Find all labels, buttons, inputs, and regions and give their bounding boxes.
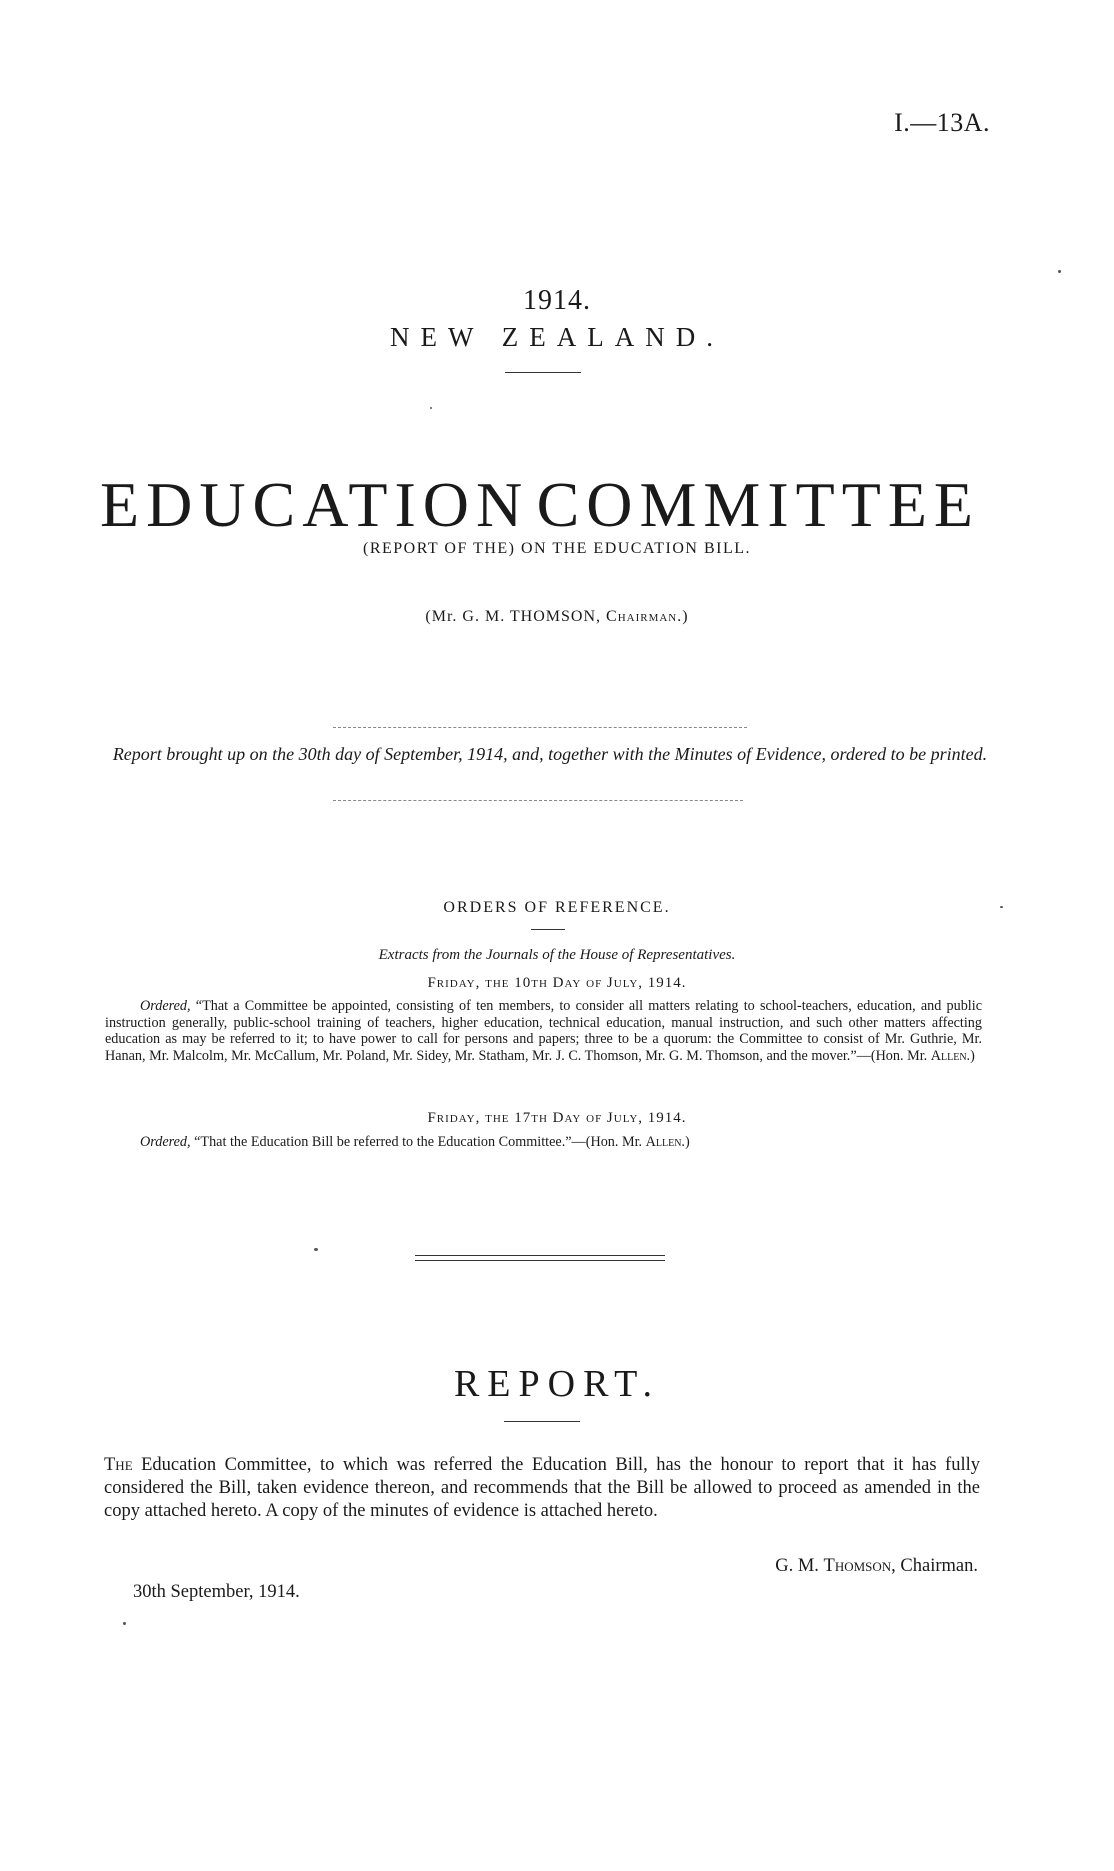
document-subtitle: (REPORT OF THE) ON THE EDUCATION BILL. <box>362 540 752 557</box>
chairman-role: Chairman <box>606 608 678 625</box>
order-2-text: “That the Education Bill be referred to the Education Committee.”—(Hon. Mr. <box>190 1134 646 1150</box>
scan-speck <box>1058 270 1061 273</box>
order-1-end: .) <box>966 1047 975 1064</box>
report-body-text: Education Committee, to which was referred the Education Bill, has the honour to report that it has fully considered the Bill, taken evidence thereon, and recommends that the Bill be allowed to proceed as amended in the copy attached hereto. A copy of the minutes of evidence is attached hereto. <box>104 1455 980 1521</box>
orders-rule <box>531 929 565 930</box>
order-1-mover: Allen <box>930 1047 967 1064</box>
chairman-suffix: .) <box>677 608 689 625</box>
report-rule <box>504 1421 580 1422</box>
upper-dotted-rule <box>333 727 747 728</box>
masthead-rule <box>505 372 581 373</box>
country-heading: NEW ZEALAND. <box>390 322 724 352</box>
signature-initials: G. M. <box>775 1556 824 1576</box>
section-divider-double-rule <box>415 1255 665 1261</box>
signature-line <box>775 1556 978 1577</box>
extracts-line: Extracts from the Journals of the House of Representatives. <box>378 947 736 963</box>
chairman-line <box>0 608 1114 626</box>
order-paragraph-2 <box>140 1134 990 1151</box>
chairman-prefix: (Mr. G. M. THOMSON, <box>425 608 607 625</box>
signature-role: , Chairman. <box>891 1556 978 1576</box>
scan-speck <box>1000 906 1003 908</box>
order-2-lead: Ordered, <box>140 1134 191 1150</box>
report-paragraph <box>104 1454 980 1523</box>
report-date: 30th September, 1914. <box>133 1582 300 1602</box>
order-date-1: Friday, the 10th Day of July, 1914. <box>427 975 687 991</box>
document-title <box>100 468 980 542</box>
report-heading: REPORT. <box>453 1363 661 1405</box>
title-word-education: EDUCATION <box>100 469 530 540</box>
year: 1914. <box>523 285 591 316</box>
scan-speck <box>430 407 432 409</box>
order-2-mover: Allen <box>645 1134 682 1150</box>
page-identifier: I.—13A. <box>894 108 990 137</box>
scan-speck <box>123 1622 126 1625</box>
order-1-text: “That a Committee be appointed, consisting of ten members, to consider all matters relating to school-teachers, education, and public instruction generally, public-school training of teachers, higher education, technical education, manual instruction, and such other matters affecting education as may be referred to it; to have power to call for persons and papers; three to be a quorum: the Committee to consist of Mr. Guthrie, Mr. Hanan, Mr. Malcolm, Mr. McCallum, Mr. Poland, Mr. Sidey, Mr. Statham, Mr. J. C. Thomson, Mr. G. M. Thomson, and the mover.”—(Hon. Mr. <box>105 998 982 1064</box>
lower-dotted-rule <box>333 800 743 801</box>
order-paragraph-1 <box>105 998 982 1064</box>
scan-speck <box>314 1248 318 1251</box>
title-word-committee: COMMITTEE <box>536 469 980 540</box>
order-2-end: .) <box>681 1134 690 1150</box>
orders-of-reference-heading: ORDERS OF REFERENCE. <box>443 899 671 916</box>
order-date-2: Friday, the 17th Day of July, 1914. <box>427 1110 687 1126</box>
signature-name: Thomson <box>823 1556 892 1576</box>
order-1-lead: Ordered, <box>140 998 191 1014</box>
report-lead: The <box>104 1455 133 1475</box>
report-brought-up-notice: Report brought up on the 30th day of September, 1914, and, together with the Minutes of Evidence, ordered to be printed. <box>112 744 988 764</box>
